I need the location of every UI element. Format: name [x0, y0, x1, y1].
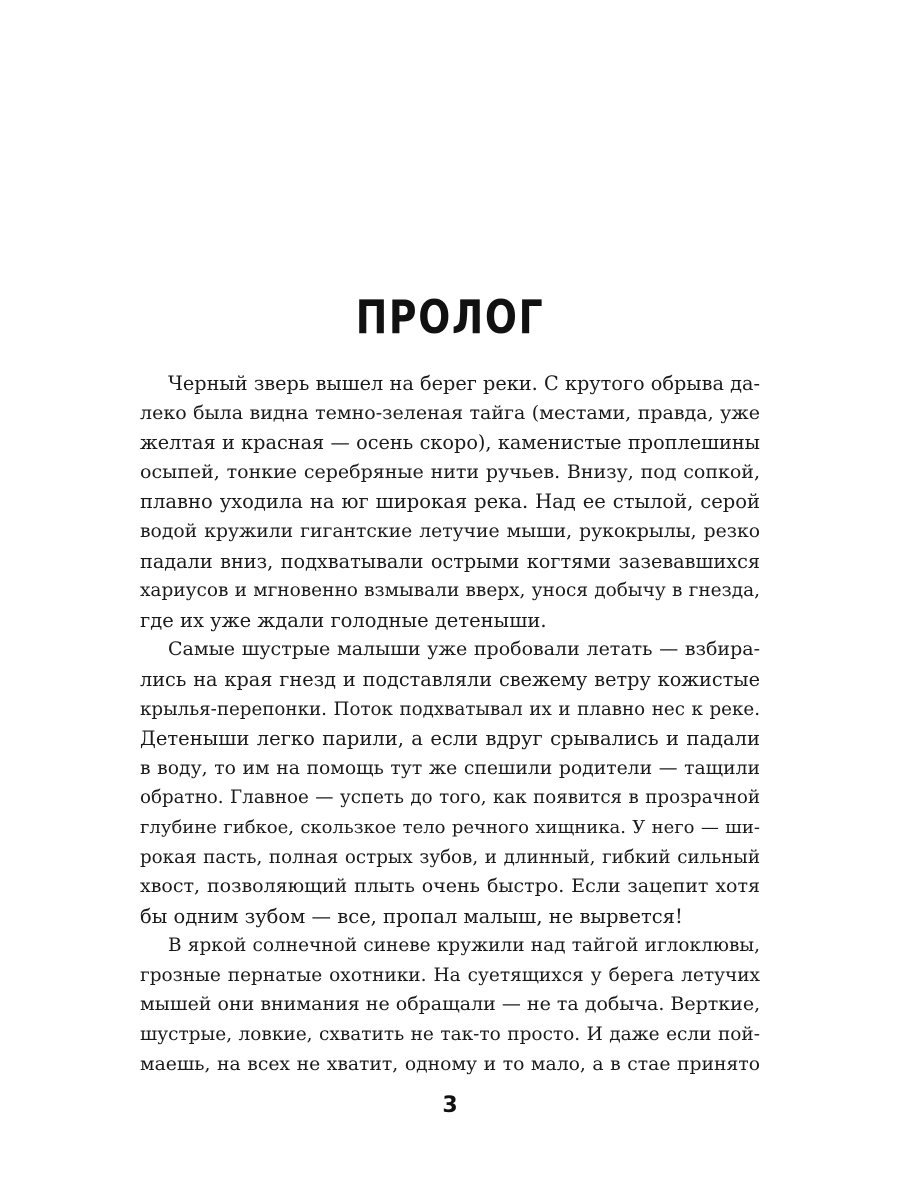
text-line: плавно уходила на юг широкая река. Над ее стылой, серой	[140, 490, 760, 514]
text-line: грозные пернатые охотники. На суетящихся у берега летучих	[140, 964, 760, 986]
text-line: хвост, позволяющий плыть очень быстро. Если зацепит хотя	[140, 875, 760, 898]
text-line: в воду, то им на помощь тут же спешили родители — тащили	[140, 757, 760, 779]
text-line: леко была видна темно-зеленая тайга (местами, правда, уже	[140, 401, 760, 424]
text-line: где их уже ждали голодные детеныши.	[140, 608, 547, 632]
chapter-title: ПРОЛОГ	[355, 290, 545, 344]
text-line: рокая пасть, полная острых зубов, и длинный, гибкий сильный	[140, 846, 760, 868]
text-line: В яркой солнечной синеве кружили над тайгой иглоклювы,	[168, 935, 760, 957]
text-line: Самые шустрые малыши уже пробовали летать — взбира-	[168, 638, 760, 661]
text-line: водой кружили гигантские летучие мыши, рукокрылы, резко	[140, 520, 760, 542]
text-line: мышей они внимания не обращали — не та добыча. Верткие,	[140, 993, 760, 1016]
text-line: осыпей, тонкие серебряные нити ручьев. Внизу, под сопкой,	[140, 460, 760, 483]
text-line: шустрые, ловкие, схватить не так-то просто. И даже если пой-	[140, 1024, 760, 1046]
paragraph	[140, 931, 760, 1079]
text-line: маешь, на всех не хватит, одному и то мало, а в стае принято	[140, 1053, 760, 1075]
text-line: бы одним зубом — все, пропал малыш, не вырвется!	[140, 904, 683, 928]
text-line: желтая и красная — осень скоро), каменистые проплешины	[140, 431, 760, 455]
text-line: лись на края гнезд и подставляли свежему ветру кожистые	[140, 667, 760, 691]
body-text	[140, 369, 760, 1079]
text-line: Детеныши легко парили, а если вдруг срывались и падали	[140, 727, 760, 751]
paragraph	[140, 369, 760, 635]
text-line: хариусов и мгновенно взмывали вверх, унося добычу в гнезда,	[140, 580, 760, 602]
text-line: глубине гибкое, скользкое тело речного хищника. У него — ши-	[140, 816, 760, 838]
text-line: обратно. Главное — успеть до того, как появится в прозрачной	[140, 787, 760, 809]
text-line: Черный зверь вышел на берег реки. С крутого обрыва да-	[168, 372, 760, 395]
text-line: крылья-перепонки. Поток подхватывал их и плавно нес к реке.	[140, 698, 760, 720]
page-number: 3	[442, 1093, 458, 1118]
paragraph	[140, 635, 760, 931]
text-line: падали вниз, подхватывали острыми когтями зазевавшихся	[140, 549, 760, 573]
